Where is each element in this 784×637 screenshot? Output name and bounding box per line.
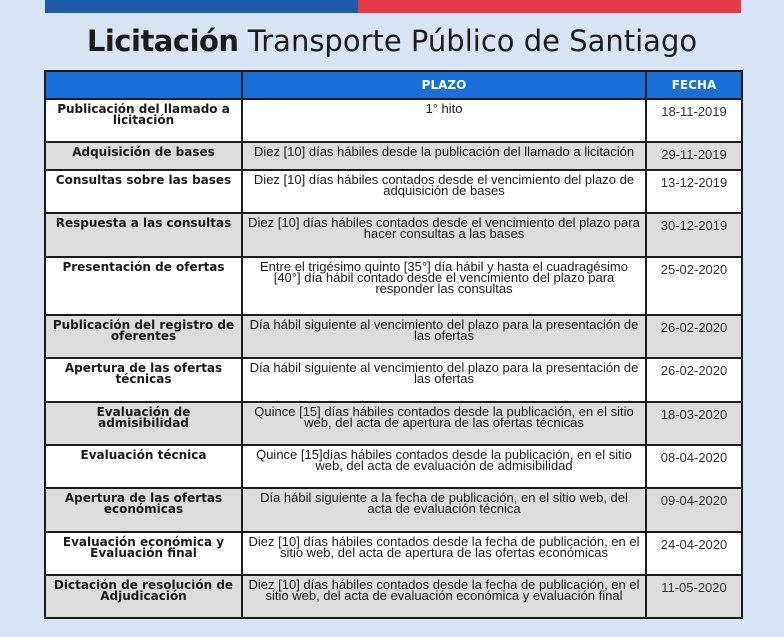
table-row xyxy=(45,257,742,315)
row-plazo: 1° hito xyxy=(242,99,646,142)
row-fecha: 26-02-2020 xyxy=(646,315,742,358)
row-plazo: Día hábil siguiente al vencimiento del plazo para la presentación de las ofertas xyxy=(242,315,646,358)
row-fecha: 26-02-2020 xyxy=(646,358,742,402)
top-color-bar xyxy=(45,0,741,13)
row-plazo: Diez [10] días hábiles contados desde el vencimiento del plazo de adquisición de bases xyxy=(242,170,646,213)
row-fecha: 18-11-2019 xyxy=(646,99,742,142)
row-activity: Evaluación técnica xyxy=(45,445,242,488)
row-fecha: 30-12-2019 xyxy=(646,213,742,257)
row-fecha: 18-03-2020 xyxy=(646,402,742,445)
row-activity: Dictación de resolución de Adjudicación xyxy=(45,575,242,618)
row-plazo: Diez [10] días hábiles desde la publicación del llamado a licitación xyxy=(242,142,646,170)
row-fecha: 11-05-2020 xyxy=(646,575,742,618)
table-row xyxy=(45,213,742,257)
row-plazo: Quince [15] días hábiles contados desde la publicación, en el sitio web, del acta de apertura de las ofertas técnicas xyxy=(242,402,646,445)
row-activity: Consultas sobre las bases xyxy=(45,170,242,213)
row-activity: Apertura de las ofertas económicas xyxy=(45,488,242,532)
row-activity: Respuesta a las consultas xyxy=(45,213,242,257)
table-row xyxy=(45,99,742,142)
row-activity: Apertura de las ofertas técnicas xyxy=(45,358,242,402)
top-bar-blue xyxy=(45,0,358,13)
table-row xyxy=(45,532,742,575)
row-plazo: Día hábil siguiente a la fecha de publicación, en el sitio web, del acta de evaluación técnica xyxy=(242,488,646,532)
page-title-bold: Licitación xyxy=(86,24,239,58)
row-activity: Publicación del registro de oferentes xyxy=(45,315,242,358)
table-row xyxy=(45,315,742,358)
table-row xyxy=(45,488,742,532)
row-fecha: 25-02-2020 xyxy=(646,257,742,315)
header-plazo: PLAZO xyxy=(242,71,646,99)
header-actividad xyxy=(45,71,242,99)
table-row xyxy=(45,402,742,445)
row-plazo: Quince [15]días hábiles contados desde la publicación, en el sitio web, del acta de evaluación de admisibilidad xyxy=(242,445,646,488)
table-row xyxy=(45,142,742,170)
row-plazo: Entre el trigésimo quinto [35°] día hábil y hasta el cuadragésimo [40°] día hábil contado desde el vencimiento del plazo para responder las consultas xyxy=(242,257,646,315)
row-fecha: 29-11-2019 xyxy=(646,142,742,170)
row-fecha: 08-04-2020 xyxy=(646,445,742,488)
row-fecha: 09-04-2020 xyxy=(646,488,742,532)
page-title-rest: Transporte Público de Santiago xyxy=(238,24,698,58)
table-row xyxy=(45,445,742,488)
schedule-table xyxy=(44,70,743,619)
row-activity: Evaluación de admisibilidad xyxy=(45,402,242,445)
table-row xyxy=(45,358,742,402)
table-row xyxy=(45,575,742,618)
table-header-row xyxy=(45,71,742,99)
row-plazo: Diez [10] días hábiles contados desde la fecha de publicación, en el sitio web, del acta de apertura de las ofertas económicas xyxy=(242,532,646,575)
row-plazo: Diez [10] días hábiles contados desde el vencimiento del plazo para hacer consultas a las bases xyxy=(242,213,646,257)
row-plazo: Diez [10] días hábiles contados desde la fecha de publicación, en el sitio web, del acta de evaluación económica y evaluación final xyxy=(242,575,646,618)
row-plazo: Día hábil siguiente al vencimiento del plazo para la presentación de las ofertas xyxy=(242,358,646,402)
header-fecha: FECHA xyxy=(646,71,742,99)
page-title xyxy=(0,24,784,58)
row-activity: Adquisición de bases xyxy=(45,142,242,170)
row-activity: Presentación de ofertas xyxy=(45,257,242,315)
row-fecha: 13-12-2019 xyxy=(646,170,742,213)
row-fecha: 24-04-2020 xyxy=(646,532,742,575)
row-activity: Publicación del llamado a licitación xyxy=(45,99,242,142)
top-bar-red xyxy=(358,0,741,13)
table-row xyxy=(45,170,742,213)
row-activity: Evaluación económica y Evaluación final xyxy=(45,532,242,575)
